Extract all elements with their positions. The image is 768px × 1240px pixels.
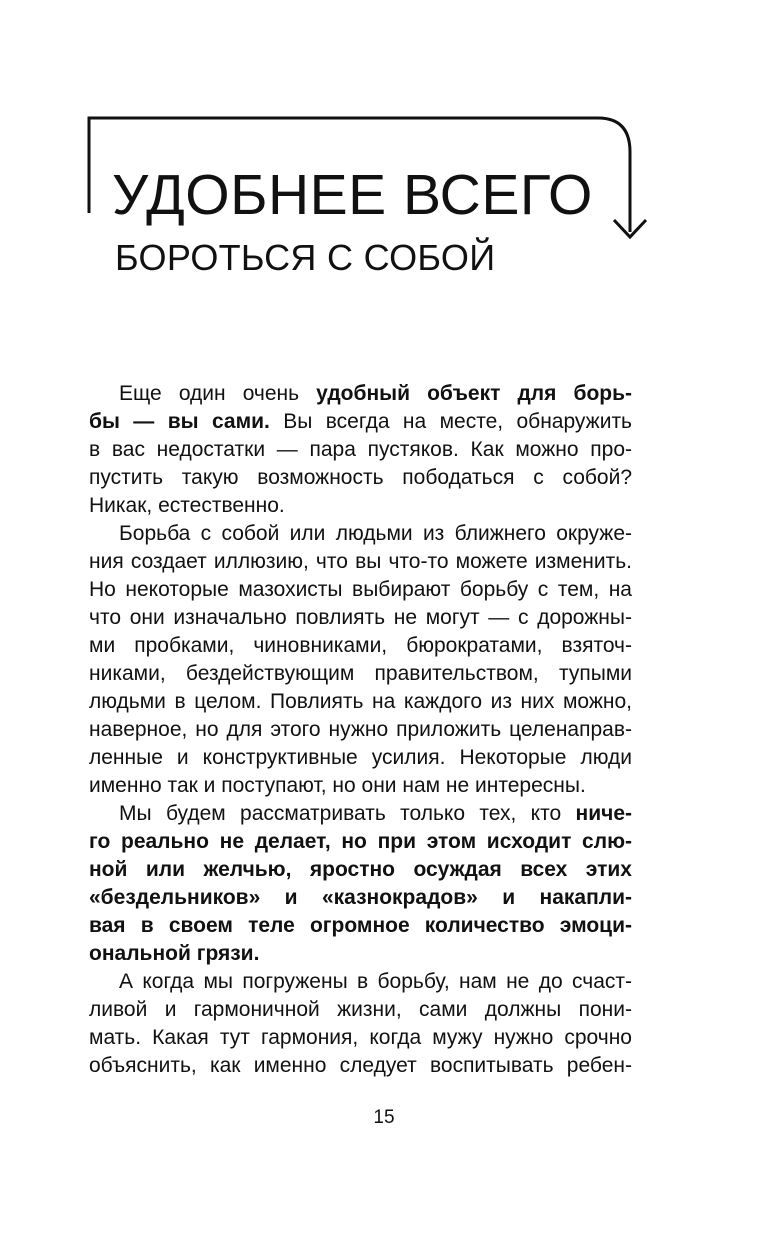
text-line xyxy=(89,520,632,548)
text-line xyxy=(89,576,632,604)
text-line xyxy=(89,716,632,744)
text-segment: что они изначально повлиять не могут — с дорожны- xyxy=(89,606,632,629)
text-segment: объяснить, как именно следует воспитывать ребен- xyxy=(89,1054,632,1077)
text-line xyxy=(89,996,632,1024)
text-line xyxy=(89,380,632,408)
text-segment: Никак, естественно. xyxy=(89,494,285,517)
text-segment: Вы всегда на месте, обнаружить xyxy=(269,410,632,433)
bold-text-segment: го реально не делает, но при этом исходит слю- xyxy=(89,830,632,853)
text-segment: пустить такую возможность пободаться с собой? xyxy=(89,466,632,489)
text-line xyxy=(89,1052,632,1080)
text-segment: людьми в целом. Повлиять на каждого из них можно, xyxy=(89,690,632,713)
text-line xyxy=(89,800,632,828)
text-line xyxy=(89,436,632,464)
bold-text-segment: бы — вы сами. xyxy=(89,410,270,433)
text-segment: наверное, но для этого нужно приложить целенаправ- xyxy=(89,718,632,741)
text-segment: в вас недостатки — пара пустяков. Как можно про- xyxy=(89,438,632,461)
bold-text-segment: ональной грязи. xyxy=(89,942,260,965)
bold-text-segment: вая в своем теле огромное количество эмоци- xyxy=(89,914,632,937)
text-line xyxy=(89,408,632,436)
chapter-title: УДОБНЕЕ ВСЕГО xyxy=(112,163,593,227)
chapter-subtitle: БОРОТЬСЯ С СОБОЙ xyxy=(115,237,496,278)
text-line xyxy=(89,744,632,772)
text-segment: ния создает иллюзию, что вы что-то можете изменить. xyxy=(89,550,632,573)
text-line xyxy=(89,604,632,632)
text-segment: Еще один очень xyxy=(119,382,317,405)
text-line xyxy=(89,884,632,912)
text-line xyxy=(89,772,632,800)
text-segment: Но некоторые мазохисты выбирают борьбу с тем, на xyxy=(89,578,632,601)
text-segment: А когда мы погружены в борьбу, нам не до счаст- xyxy=(119,970,632,993)
chapter-body xyxy=(89,380,632,1080)
text-segment: мать. Какая тут гармония, когда мужу нужно срочно xyxy=(89,1026,632,1049)
text-line xyxy=(89,968,632,996)
text-segment: ленные и конструктивные усилия. Некоторые люди xyxy=(89,746,632,769)
text-line xyxy=(89,660,632,688)
text-line xyxy=(89,1024,632,1052)
text-segment: ливой и гармоничной жизни, сами должны пони- xyxy=(89,998,632,1021)
text-line xyxy=(89,912,632,940)
text-line xyxy=(89,548,632,576)
text-line xyxy=(89,632,632,660)
bold-text-segment: удобный объект для борь- xyxy=(316,382,632,405)
text-line xyxy=(89,828,632,856)
page-number: 15 xyxy=(373,1107,395,1128)
text-line xyxy=(89,492,632,520)
bold-text-segment: «бездельников» и «казнокрадов» и накапли- xyxy=(89,886,632,909)
text-line xyxy=(89,688,632,716)
text-segment: Мы будем рассматривать только тех, кто xyxy=(119,802,576,825)
text-line xyxy=(89,464,632,492)
text-segment: ми пробками, чиновниками, бюрократами, взяточ- xyxy=(89,634,632,657)
text-line xyxy=(89,856,632,884)
bold-text-segment: ниче- xyxy=(575,802,632,825)
text-segment: никами, бездействующим правительством, тупыми xyxy=(89,662,632,685)
text-segment: именно так и поступают, но они нам не интересны. xyxy=(89,774,586,797)
bold-text-segment: ной или желчью, яростно осуждая всех этих xyxy=(89,858,632,881)
text-segment: Борьба с собой или людьми из ближнего окруже- xyxy=(119,522,632,545)
text-line xyxy=(89,940,632,968)
